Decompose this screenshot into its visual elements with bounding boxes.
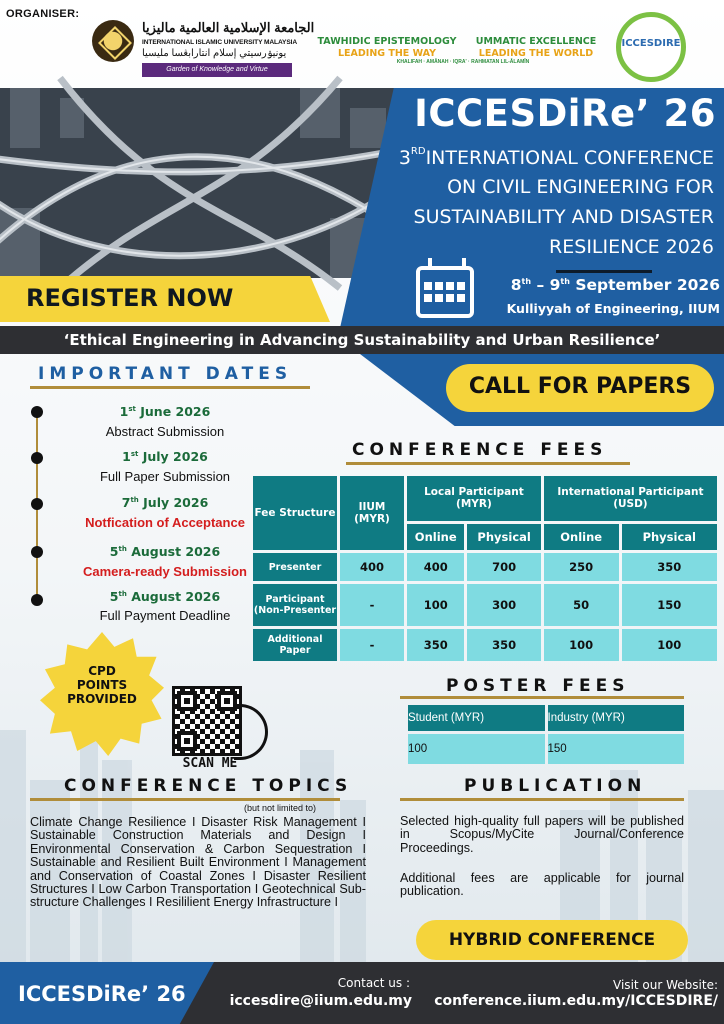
date-month: June 2026 [140, 404, 211, 419]
conference-fees-table [250, 473, 720, 664]
ordinal-suffix: RD [410, 146, 426, 157]
important-dates-rule [30, 386, 310, 389]
university-name-arabic: الجامعة الإسلامية العالمية ماليزيا [142, 20, 315, 35]
conference-logo-text: ICCESDIRE [621, 38, 681, 49]
cell-local-online: 100 [407, 584, 464, 626]
header-industry: Industry (MYR) [548, 705, 685, 731]
cpd-line1: CPD [88, 664, 116, 678]
publication-title: PUBLICATION [464, 776, 647, 796]
cell-local-online: 350 [407, 629, 464, 661]
cell-local-physical: 350 [467, 629, 540, 661]
header-fee-structure: Fee Structure [253, 476, 337, 550]
date-item-desc: Full Payment Deadline [99, 608, 231, 623]
university-name-jawi: يونيۏرسيتي إسلام انتارابڠسا مليسيا [142, 48, 287, 59]
header-local-online: Online [407, 524, 464, 550]
date-day: 1 [119, 404, 129, 419]
ordinal-number: 3 [398, 147, 411, 169]
topics-list: Climate Change Resilience I Disaster Risk Management I Sustainable Construction Materials and Design I Environmental Conservation & Carbon Sequestration I Sustainable and Resilient Built Environment I Management and Conservation of Coastal Zones I Disaster Resilient Structures I Low Carbon Transportation I Geotechnical Sub-structure Challenges I Resililient Energy Infrastructure I [30, 815, 366, 910]
qr-finder [177, 691, 197, 711]
important-dates-title: IMPORTANT DATES [38, 364, 293, 384]
register-now-button[interactable]: REGISTER NOW [26, 284, 234, 312]
hybrid-conference-label: HYBRID CONFERENCE [448, 930, 656, 950]
publication-fee-note: Additional fees are applicable for journal publication. [400, 871, 684, 899]
conference-fees-title: CONFERENCE FEES [352, 440, 608, 460]
cell-iium: 400 [340, 553, 404, 581]
table-row [253, 584, 717, 626]
website-link[interactable]: conference.iium.edu.my/ICCESDIRE/ [434, 993, 718, 1009]
header-intl-physical: Physical [622, 524, 717, 550]
conference-title: ICCESDiRe’ 26 [414, 92, 716, 135]
date-suffix: st [130, 449, 139, 458]
qr-finder [177, 731, 197, 751]
cell-local-online: 400 [407, 553, 464, 581]
date-item-date [40, 404, 290, 419]
event-date-month: September 2026 [575, 276, 720, 294]
date-item-desc: Notfication of Acceptance [85, 515, 245, 530]
cell-local-physical: 700 [467, 553, 540, 581]
conference-name-line4: RESILIENCE 2026 [549, 236, 714, 258]
scan-me-label: SCAN ME [182, 756, 238, 771]
conference-name-line3: SUSTAINABILITY AND DISASTER [413, 206, 714, 228]
cell-intl-online: 100 [544, 629, 619, 661]
highway-interchange-photo [0, 88, 400, 278]
cell-iium: - [340, 629, 404, 661]
poster-fees-table [405, 702, 687, 767]
calendar-icon [416, 266, 474, 318]
date-day: 1 [122, 449, 131, 464]
website-label: Visit our Website: [613, 978, 718, 992]
table-row [253, 629, 717, 661]
date-day: 5 [109, 544, 119, 559]
date-suffix: th [118, 544, 127, 553]
event-date: 8th – 9th September 2026 [510, 276, 720, 294]
university-tagline: Garden of Knowledge and Virtue [142, 63, 292, 77]
contact-email-link[interactable]: iccesdire@iium.edu.my [229, 993, 412, 1009]
publication-text: Selected high-quality full papers will be published in Scopus/MyCite Journal/Conference Proceedings. [400, 814, 684, 855]
row-label: Additional Paper [253, 629, 337, 661]
conference-fees-rule [346, 462, 630, 465]
event-date-day2: 9 [549, 276, 561, 294]
date-month: July 2026 [142, 449, 208, 464]
cell-industry: 150 [548, 734, 685, 764]
slogan-ummatic [462, 36, 610, 60]
date-month: August 2026 [131, 589, 221, 604]
date-item-desc: Full Paper Submission [99, 469, 231, 484]
header-intl-online: Online [544, 524, 619, 550]
hero-divider [556, 270, 652, 273]
poster-fees-rule [400, 696, 684, 699]
header-iium: IIUM (MYR) [340, 476, 404, 550]
conference-name-line1 [354, 146, 714, 169]
cell-local-physical: 300 [467, 584, 540, 626]
poster-fees-title: POSTER FEES [446, 676, 630, 696]
header-local-physical: Physical [467, 524, 540, 550]
date-item-desc: Camera-ready Submission [82, 564, 247, 579]
topics-note: (but not limited to) [244, 803, 317, 813]
cell-student: 100 [408, 734, 545, 764]
publication-rule [400, 798, 684, 801]
cell-intl-online: 50 [544, 584, 619, 626]
date-month: August 2026 [131, 544, 221, 559]
slogan-tawhidic-line1: TAWHIDIC EPISTEMOLOGY [317, 36, 457, 47]
university-crest-icon [92, 20, 134, 62]
row-label: Participant (Non-Presenter [253, 584, 337, 626]
date-month: July 2026 [143, 495, 209, 510]
row-label: Presenter [253, 553, 337, 581]
table-row [408, 734, 684, 764]
header-international: International Participant (USD) [544, 476, 717, 521]
date-item-date [40, 449, 290, 464]
cpd-line2: POINTS [76, 678, 128, 692]
date-suffix: th [118, 589, 127, 598]
date-suffix: st [128, 404, 136, 413]
cell-intl-physical: 100 [622, 629, 717, 661]
slogan-tawhidic-line2: LEADING THE WAY [338, 48, 436, 59]
cpd-line3: PROVIDED [67, 692, 137, 706]
header-local: Local Participant (MYR) [407, 476, 541, 521]
slogan-values: KHALIFAH · AMĀNAH · IQRA' · RAHMATAN LIL-ĀLAMĪN [396, 59, 530, 65]
call-for-papers-label: CALL FOR PAPERS [468, 374, 692, 399]
header-student: Student (MYR) [408, 705, 545, 731]
event-date-suffix1: th [521, 276, 532, 286]
date-day: 7 [121, 495, 131, 510]
cell-intl-physical: 150 [622, 584, 717, 626]
conference-name-line1-text: INTERNATIONAL CONFERENCE [425, 147, 714, 169]
cpd-badge-text [56, 664, 148, 706]
conference-theme: ‘Ethical Engineering in Advancing Sustainability and Urban Resilience’ [63, 331, 661, 349]
slogan-ummatic-line2: LEADING THE WORLD [478, 48, 594, 59]
cell-iium: - [340, 584, 404, 626]
event-date-day1: 8 [510, 276, 522, 294]
event-date-suffix2: th [560, 276, 570, 286]
cell-intl-physical: 350 [622, 553, 717, 581]
table-row [253, 553, 717, 581]
university-name: INTERNATIONAL ISLAMIC UNIVERSITY MALAYSIA [142, 39, 298, 46]
conference-name-line2: ON CIVIL ENGINEERING FOR [447, 176, 714, 198]
organiser-label: ORGANISER: [6, 8, 80, 20]
qr-code-icon[interactable] [172, 686, 242, 756]
cell-intl-online: 250 [544, 553, 619, 581]
event-venue: Kulliyyah of Engineering, IIUM [506, 301, 720, 316]
date-day: 5 [109, 589, 119, 604]
slogan-tawhidic [312, 36, 462, 60]
contact-label: Contact us : [337, 976, 410, 990]
conference-topics-rule [30, 798, 340, 801]
date-item-desc: Abstract Submission [105, 424, 225, 439]
slogan-ummatic-line1: UMMATIC EXCELLENCE [475, 36, 597, 47]
footer-title: ICCESDiRe’ 26 [18, 982, 186, 1006]
conference-topics-title: CONFERENCE TOPICS [64, 776, 353, 796]
date-suffix: th [130, 495, 139, 504]
